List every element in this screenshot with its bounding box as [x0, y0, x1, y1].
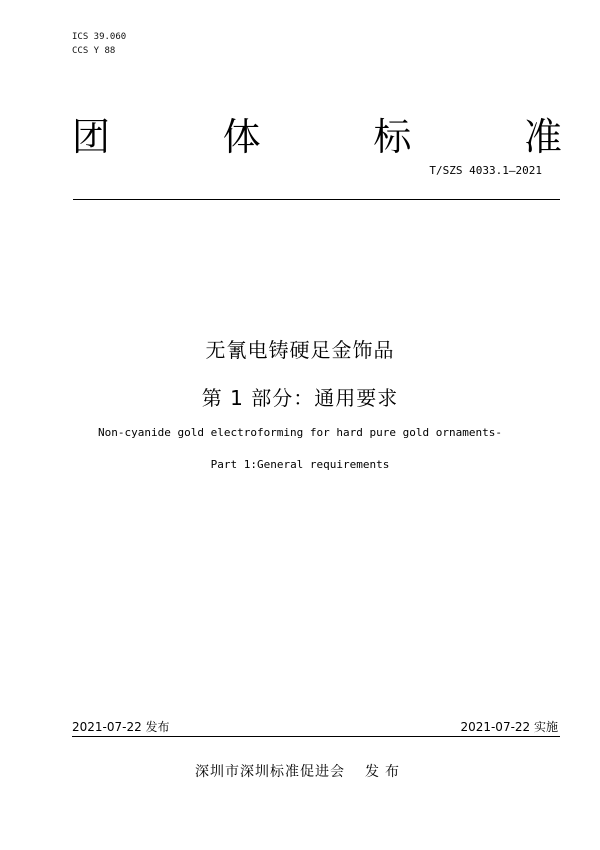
publisher-line: [0, 761, 600, 781]
title-chinese-main: 无氰电铸硬足金饰品: [205, 338, 395, 362]
issue-date: 2021-07-22 发布: [72, 720, 170, 734]
implementation-date: 2021-07-22 实施: [460, 720, 558, 734]
title-english-part: Part 1:General requirements: [210, 458, 390, 471]
title-english-main: Non-cyanide gold electroforming for hard pure gold ornaments-: [98, 426, 502, 439]
heading-char-1: 团: [72, 115, 111, 159]
ics-code: ICS 39.060: [72, 32, 127, 42]
heading-char-2: 体: [222, 115, 261, 159]
publisher-organization: 深圳市深圳标准促进会: [195, 764, 345, 780]
bottom-divider: [72, 736, 560, 737]
top-divider: [73, 199, 560, 200]
classification-codes: [72, 30, 126, 58]
group-standard-heading: [72, 112, 562, 162]
publish-label: 发布: [365, 764, 405, 780]
ccs-code: CCS Y 88: [72, 46, 116, 56]
title-chinese-part: 第 1 部分：通用要求: [201, 386, 399, 410]
standard-number: T/SZS 4033.1—2021: [429, 164, 542, 177]
heading-char-4: 准: [523, 115, 562, 159]
heading-char-3: 标: [373, 115, 412, 159]
